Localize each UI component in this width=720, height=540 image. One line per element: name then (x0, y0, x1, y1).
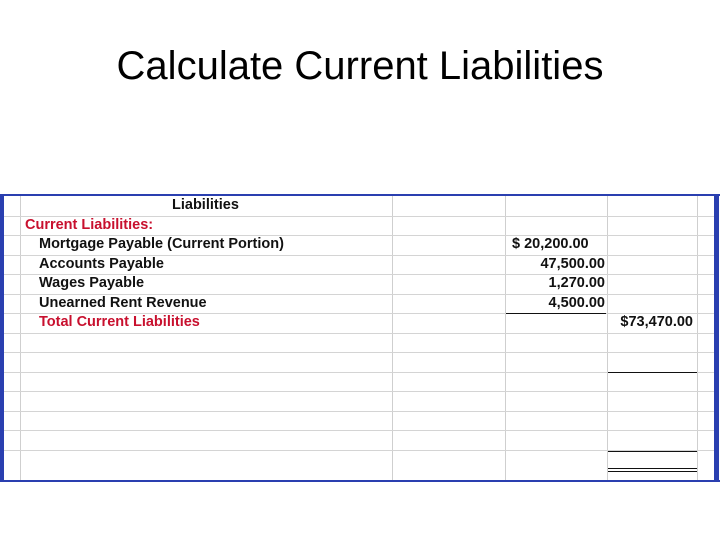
item-amount: 1,270.00 (548, 275, 605, 291)
item-label: Unearned Rent Revenue (39, 294, 207, 311)
item-label: Mortgage Payable (Current Portion) (39, 236, 284, 252)
grid-row-line (4, 391, 714, 392)
grid-row-line (4, 352, 714, 353)
total-label: Total Current Liabilities (39, 314, 200, 330)
grid-row-line (4, 333, 714, 334)
sheet-grid (4, 196, 714, 480)
current-liabilities-label: Current Liabilities: (25, 216, 154, 233)
total-column-rule (608, 372, 697, 373)
table-row (4, 255, 714, 275)
table-row (4, 235, 714, 255)
slide-title: Calculate Current Liabilities (116, 44, 604, 88)
sheet-row-header (4, 196, 714, 216)
item-label: Wages Payable (39, 275, 145, 291)
item-amount: $ 20,200.00 (512, 236, 589, 252)
total-row (4, 313, 714, 333)
grid-row-line (4, 411, 714, 412)
double-rule-top (608, 468, 697, 469)
table-row (4, 274, 714, 294)
grid-row-line (4, 430, 714, 431)
sheet-right-edge (714, 196, 719, 480)
item-amount: 47,500.00 (540, 255, 605, 272)
spreadsheet (0, 194, 720, 482)
double-rule-bottom (608, 471, 697, 472)
item-amount: 4,500.00 (548, 294, 605, 311)
total-column-rule (608, 451, 697, 452)
sheet-row-section (4, 216, 714, 236)
total-amount: $73,470.00 (620, 314, 693, 330)
item-label: Accounts Payable (39, 255, 164, 272)
liabilities-header: Liabilities (172, 197, 239, 213)
table-row (4, 294, 714, 314)
